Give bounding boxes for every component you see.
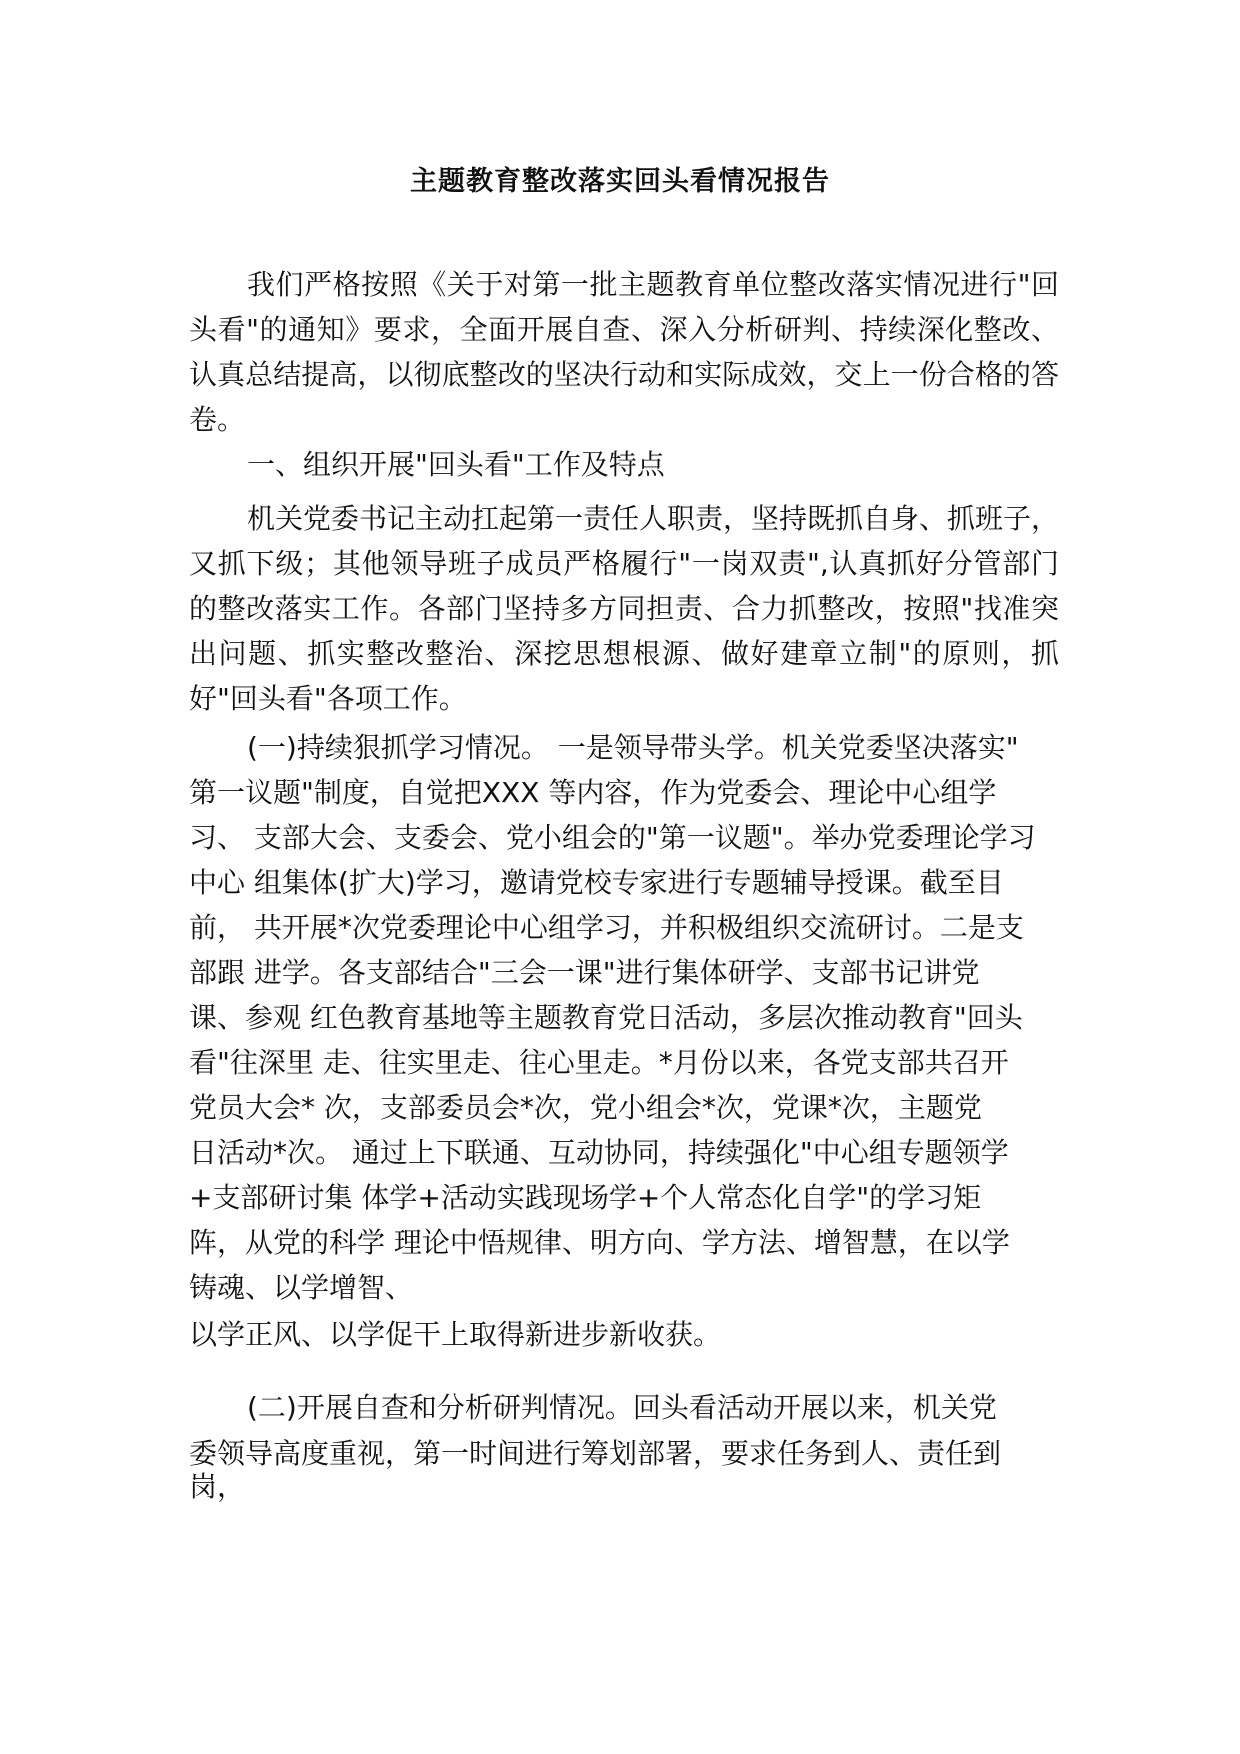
study-line: 第一议题"制度，自觉把XXX 等内容，作为党委会、理论中心组学: [189, 776, 997, 809]
paragraph-selfcheck-block: [189, 1385, 1059, 1502]
paragraph-organization: 机关党委书记主动扛起第一责任人职责，坚持既抓自身、抓班子，又抓下级；其他领导班子成员严格履行"一岗双责",认真抓好分管部门的整改落实工作。各部门坚持多方同担责、合力抓整改，按照"找准突出问题、抓实整改整治、深挖思想根源、做好建章立制"的原则，抓好"回头看"各项工作。: [189, 502, 1060, 715]
selfcheck-line: 岗，: [189, 1472, 246, 1502]
selfcheck-line: (二)开展自查和分析研判情况。回头看活动开展以来，机关党: [247, 1391, 997, 1424]
document-title: 主题教育整改落实回头看情况报告: [410, 166, 830, 197]
paragraph-intro: 我们严格按照《关于对第一批主题教育单位整改落实情况进行"回头看"的通知》要求，全面开展自查、深入分析研判、持续深化整改、认真总结提高，以彻底整改的坚决行动和实际成效，交上一份合格的答卷。: [189, 268, 1059, 436]
study-line: (一)持续狠抓学习情况。 一是领导带头学。机关党委坚决落实": [247, 731, 1019, 764]
paragraph-organization-block: [189, 496, 1059, 721]
study-line: 部跟 进学。各支部结合"三会一课"进行集体研学、支部书记讲党: [189, 956, 980, 989]
study-line: 党员大会* 次，支部委员会*次，党小组会*次，党课*次，主题党: [189, 1091, 982, 1124]
paragraph-intro-block: [189, 262, 1059, 442]
study-line: 中心 组集体(扩大)学习，邀请党校专家进行专题辅导授课。截至目: [189, 866, 1004, 899]
paragraph-study-block: [189, 725, 1059, 1357]
study-line: 日活动*次。 通过上下联通、互动协同，持续强化"中心组专题领学: [189, 1136, 1009, 1169]
study-line: 课、参观 红色教育基地等主题教育党日活动，多层次推动教育"回头: [189, 1001, 1023, 1034]
study-line: 阵，从党的科学 理论中悟规律、明方向、学方法、增智慧，在以学: [189, 1226, 1010, 1259]
section-heading-1: 一、组织开展"回头看"工作及特点: [247, 448, 665, 481]
study-line: 以学正风、以学促干上取得新进步新收获。: [189, 1318, 722, 1351]
section-heading-block: [189, 442, 1059, 487]
selfcheck-line: 委领导高度重视，第一时间进行筹划部署，要求任务到人、责任到: [189, 1437, 1002, 1470]
study-line: 习、 支部大会、支委会、党小组会的"第一议题"。举办党委理论学习: [189, 821, 1036, 854]
study-line: 看"往深里 走、往实里走、往心里走。*月份以来，各党支部共召开: [189, 1046, 1009, 1079]
study-line: 前， 共开展*次党委理论中心组学习，并积极组织交流研讨。二是支: [189, 911, 1024, 944]
study-line: 铸魂、以学增智、: [189, 1271, 414, 1304]
study-line: +支部研讨集 体学+活动实践现场学+个人常态化自学"的学习矩: [189, 1181, 982, 1214]
